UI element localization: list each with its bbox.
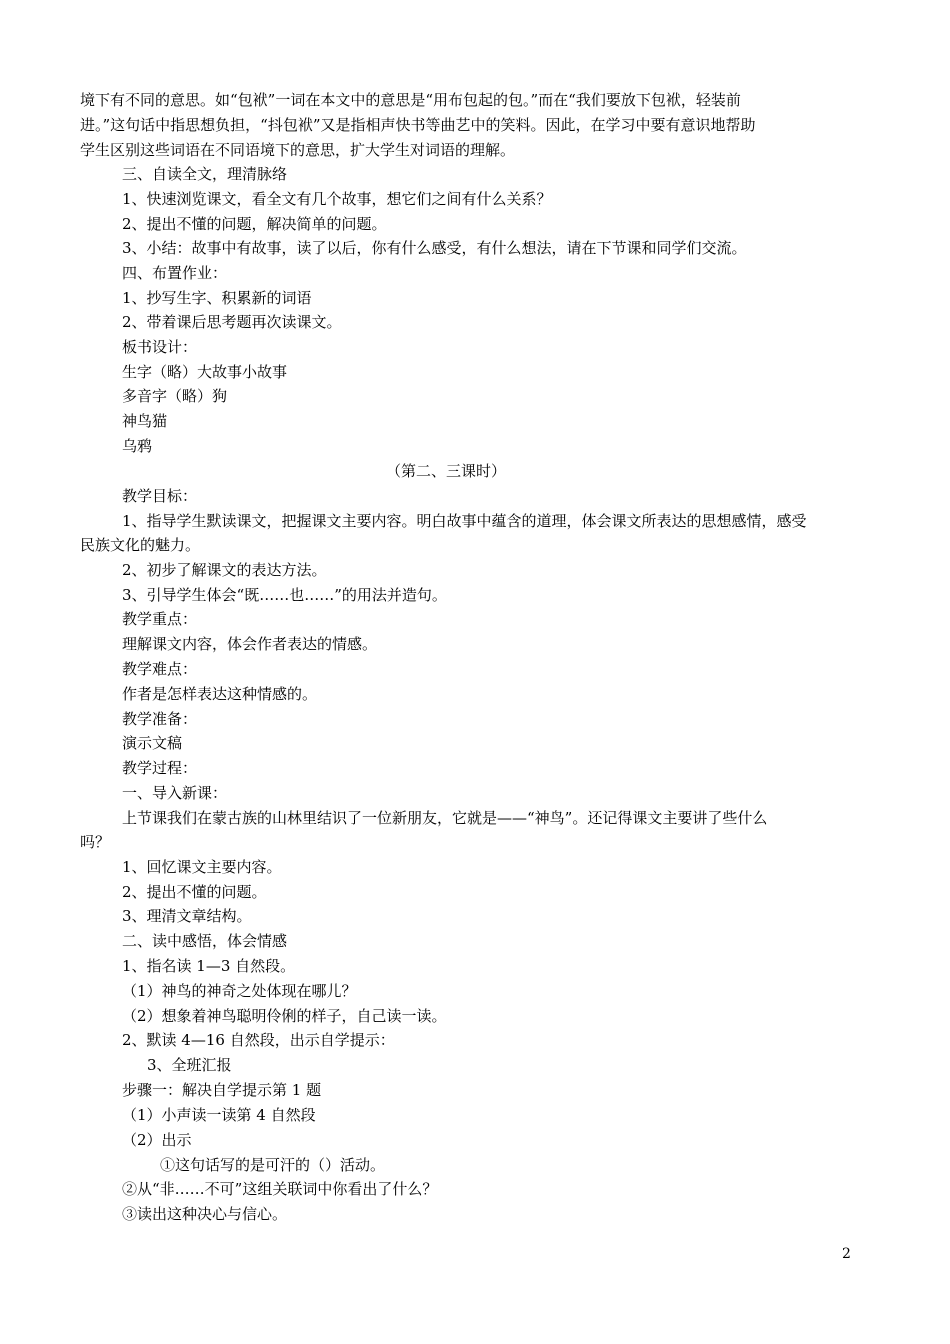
text-line: 进。”这句话中指思想负担，“抖包袱”又是指相声快书等曲艺中的笑料。因此，在学习中要有意识地帮助 [80, 116, 756, 134]
text-line: 3、小结：故事中有故事，读了以后，你有什么感受，有什么想法，请在下节课和同学们交流。 [122, 239, 747, 257]
text-line: 3、引导学生体会“既……也……”的用法并造句。 [122, 586, 447, 604]
text-line: 吗？ [80, 833, 111, 851]
text-line: 步骤一：解决自学提示第 1 题 [122, 1081, 322, 1099]
text-line: 2、初步了解课文的表达方法。 [122, 561, 327, 579]
text-line: 境下有不同的意思。如“包袱”一词在本文中的意思是“用布包起的包。”而在“我们要放下包袱，轻装前 [80, 91, 741, 109]
text-line: 1、指导学生默读课文，把握课文主要内容。明白故事中蕴含的道理，体会课文所表达的思想感情，感受 [122, 512, 807, 530]
text-line: 乌鸦 [122, 437, 153, 455]
text-line: ②从“非……不可”这组关联词中你看出了什么？ [122, 1180, 438, 1198]
text-line: 2、带着课后思考题再次读课文。 [122, 313, 342, 331]
text-line: 教学目标： [122, 487, 198, 505]
text-line: 1、回忆课文主要内容。 [122, 858, 282, 876]
text-line: 教学过程： [122, 759, 198, 777]
section-heading: 四、布置作业： [122, 264, 228, 282]
text-line: 多音字（略）狗 [122, 387, 228, 405]
section-heading: 一、导入新课： [122, 784, 228, 802]
text-line: ①这句话写的是可汗的（）活动。 [160, 1156, 386, 1174]
text-line: 理解课文内容，体会作者表达的情感。 [122, 635, 378, 653]
text-line: 2、默读 4—16 自然段，出示自学提示： [122, 1031, 395, 1049]
section-heading: 二、读中感悟，体会情感 [122, 932, 288, 950]
text-line: 神鸟猫 [122, 412, 168, 430]
text-line: 教学难点： [122, 660, 198, 678]
text-line: （2）想象着神鸟聪明伶俐的样子，自己读一读。 [122, 1007, 447, 1025]
lesson-heading: （第二、三课时） [386, 462, 507, 480]
text-line: 民族文化的魅力。 [80, 536, 201, 554]
text-line: （1）神鸟的神奇之处体现在哪儿？ [122, 982, 357, 1000]
text-line: 生字（略）大故事小故事 [122, 363, 288, 381]
text-line: 3、全班汇报 [147, 1056, 232, 1074]
text-line: 板书设计： [122, 338, 198, 356]
page-number: 2 [842, 1246, 851, 1262]
text-line: ③读出这种决心与信心。 [122, 1205, 288, 1223]
text-line: 1、快速浏览课文，看全文有几个故事，想它们之间有什么关系？ [122, 190, 552, 208]
text-line: 2、提出不懂的问题。 [122, 883, 267, 901]
text-line: 3、理清文章结构。 [122, 907, 252, 925]
text-line: （1）小声读一读第 4 自然段 [122, 1106, 316, 1124]
text-line: 2、提出不懂的问题，解决简单的问题。 [122, 215, 387, 233]
text-line: 1、抄写生字、积累新的词语 [122, 289, 312, 307]
text-line: 教学准备： [122, 710, 198, 728]
text-line: 作者是怎样表达这种情感的。 [122, 685, 318, 703]
text-line: 演示文稿 [122, 734, 183, 752]
text-line: （2）出示 [122, 1131, 192, 1149]
text-line: 1、指名读 1—3 自然段。 [122, 957, 296, 975]
text-line: 学生区别这些词语在不同语境下的意思，扩大学生对词语的理解。 [80, 141, 516, 159]
section-heading: 三、自读全文，理清脉络 [122, 165, 288, 183]
text-line: 教学重点： [122, 610, 198, 628]
text-line: 上节课我们在蒙古族的山林里结识了一位新朋友，它就是——“神鸟”。还记得课文主要讲了些什么 [122, 809, 768, 827]
